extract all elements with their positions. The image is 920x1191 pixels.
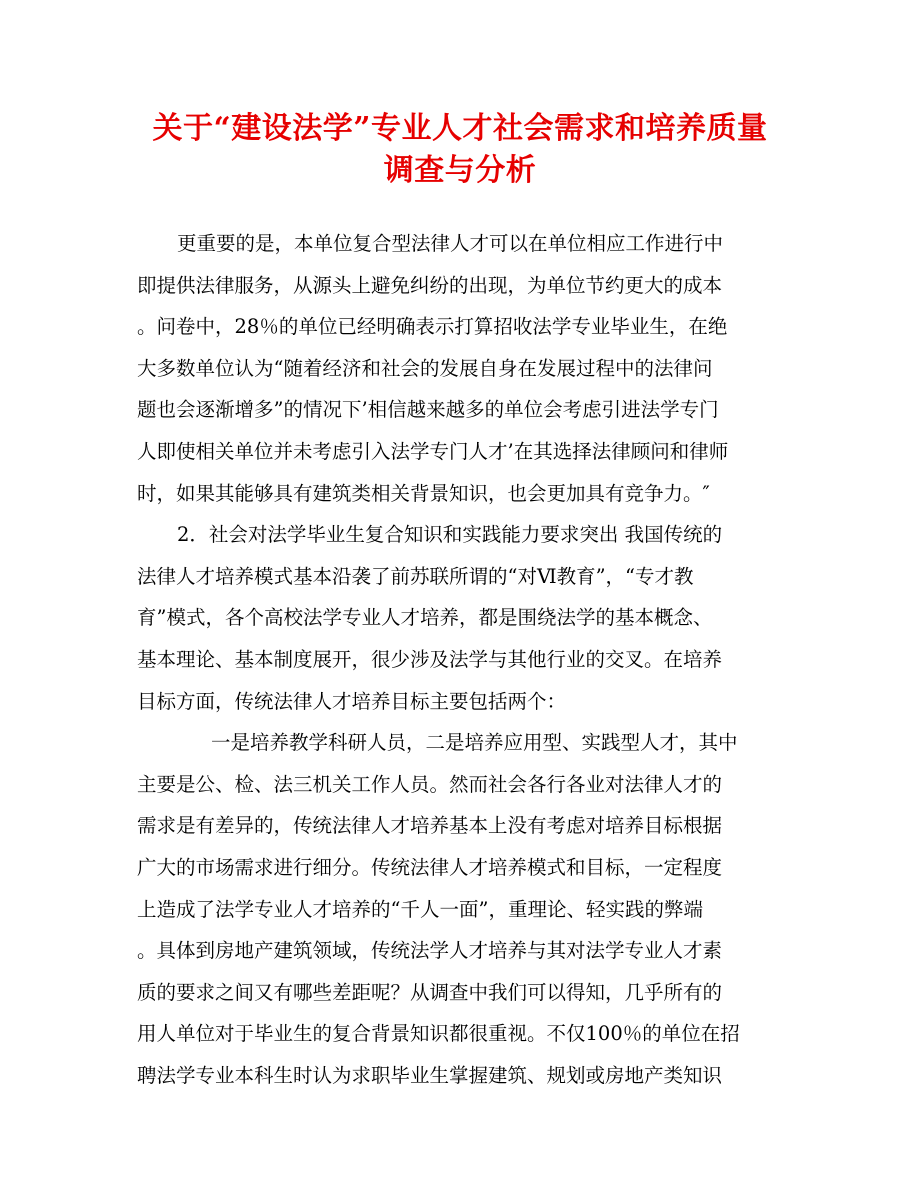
body-line: 法律人才培养模式基本沿袭了前苏联所谓的“对Ⅵ教育”，“专才教 xyxy=(137,564,694,588)
body-line: 更重要的是，本单位复合型法律人才可以在单位相应工作进行中 xyxy=(177,232,724,255)
body-line: 需求是有差异的，传统法律人才培养基本上没有考虑对培养目标根据 xyxy=(137,814,723,838)
body-line: 一是培养教学科研人员，二是培养应用型、实践型人才，其中 xyxy=(211,731,738,755)
title-line-1: 关于“建设法学”专业人才社会需求和培养质量 xyxy=(152,111,768,146)
body-line: 上造成了法学专业人才培养的“千人一面”，重理论、轻实践的弊端 xyxy=(137,897,703,921)
body-line: 质的要求之间又有哪些差距呢？从调查中我们可以得知，几乎所有的 xyxy=(137,980,723,1004)
body-line: 主要是公、检、法三机关工作人员。然而社会各行各业对法律人才的 xyxy=(137,772,723,796)
body-line: 即提供法律服务，从源头上避免纠纷的出现，为单位节约更大的成本 xyxy=(137,273,723,297)
title-line-2: 调查与分析 xyxy=(383,153,537,188)
body-line: 人即使相关单位并未考虑引入法学专门人才’在其选择法律顾问和律师 xyxy=(137,439,729,463)
body-line: 2．社会对法学毕业生复合知识和实践能力要求突出 我国传统的 xyxy=(177,523,723,547)
body-line: 用人单位对于毕业生的复合背景知识都很重视。不仅100％的单位在招 xyxy=(137,1022,740,1046)
body-line: 目标方面，传统法律人才培养目标主要包括两个： xyxy=(137,689,567,713)
body-line: 育”模式，各个高校法学专业人才培养，都是围绕法学的基本概念、 xyxy=(137,606,713,630)
document-body xyxy=(137,223,787,1096)
body-line: 时，如果其能够具有建筑类相关背景知识，也会更加具有竞争力。″ xyxy=(137,481,710,505)
body-line: 聘法学专业本科生时认为求职毕业生掌握建筑、规划或房地产类知识 xyxy=(137,1063,723,1087)
body-line: 题也会逐渐增多”的情况下’相信越来越多的单位会考虑引进法学专门 xyxy=(137,398,719,422)
body-line: 广大的市场需求进行细分。传统法律人才培养模式和目标，一定程度 xyxy=(137,855,723,879)
body-line: 。问卷中，28％的单位已经明确表示打算招收法学专业毕业生，在绝 xyxy=(137,315,728,339)
body-line: 基本理论、基本制度展开，很少涉及法学与其他行业的交叉。在培养 xyxy=(137,647,723,671)
body-line: 大多数单位认为“随着经济和社会的发展自身在发展过程中的法律问 xyxy=(137,356,713,380)
document-title xyxy=(100,108,820,192)
body-line: 。具体到房地产建筑领域，传统法学人才培养与其对法学专业人才素 xyxy=(137,939,723,963)
